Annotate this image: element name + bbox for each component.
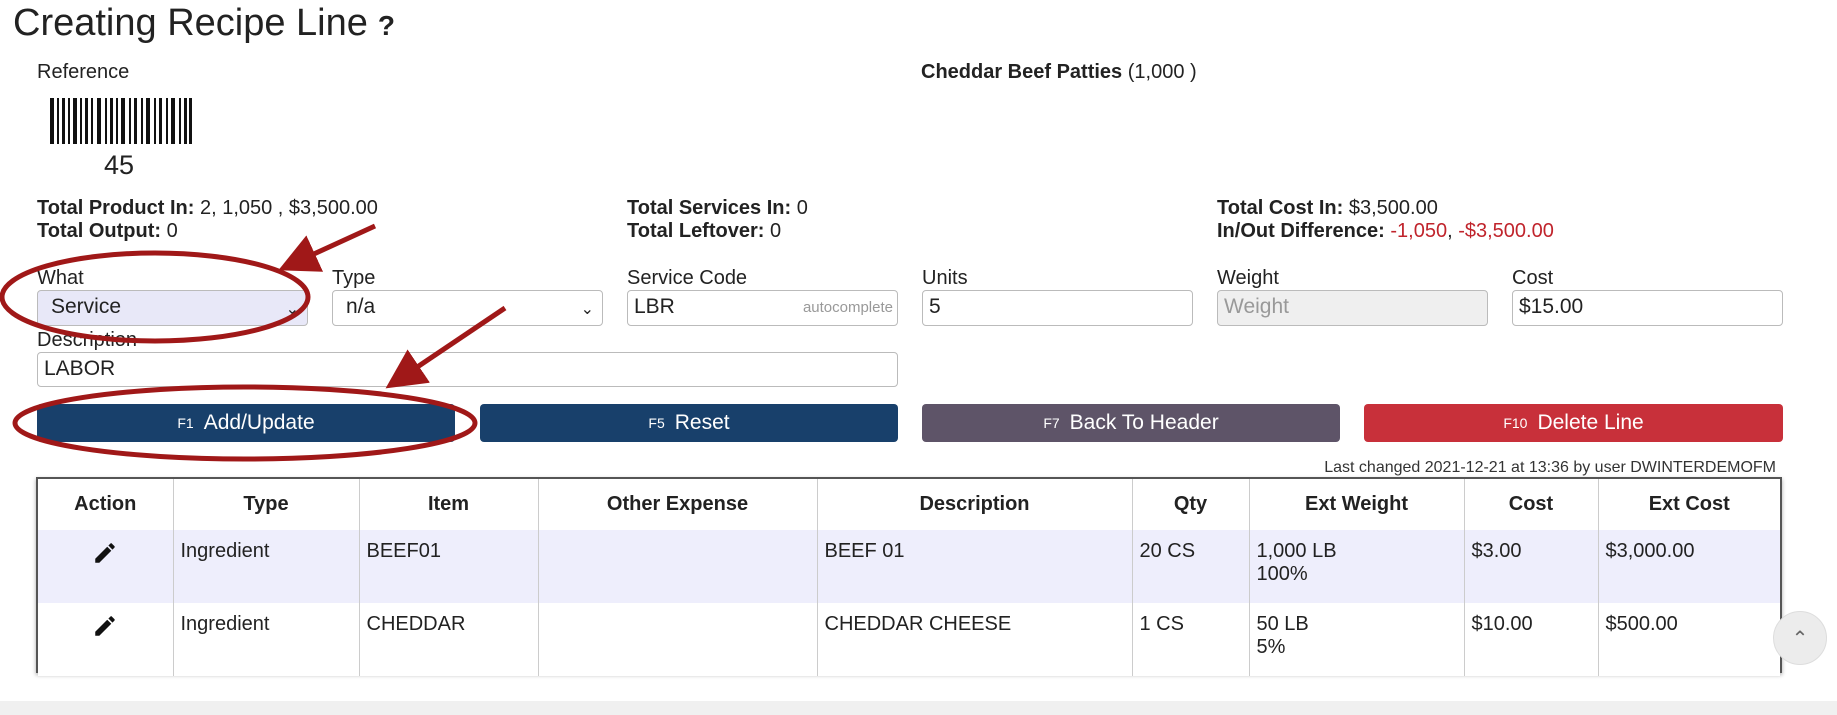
what-label: What [37,267,84,289]
back-to-header-button[interactable] [922,404,1340,442]
type-select[interactable] [332,290,603,326]
annotation-arrow-what [292,226,375,264]
weight-input[interactable] [1217,290,1488,326]
total-product-in-value: 2, 1,050 , $3,500.00 [194,197,378,219]
service-code-value: LBR [634,295,675,318]
ext-weight-value: 1,000 LB [1256,540,1337,562]
add-update-hotkey: F1 [177,415,194,431]
in-out-difference-cost: -$3,500.00 [1458,220,1554,242]
type-label: Type [332,267,376,289]
ext-weight-cell [1249,603,1464,676]
total-output-value: 0 [161,220,178,242]
help-icon[interactable]: ? [377,10,395,41]
description-cell: BEEF 01 [817,530,1132,603]
scroll-to-top-button[interactable] [1773,611,1827,665]
column-header-other-expense[interactable]: Other Expense [538,479,817,530]
type-cell: Ingredient [173,603,359,676]
delete-line-hotkey: F10 [1503,415,1528,431]
what-select-value: Service [51,295,122,318]
what-select[interactable] [37,290,308,326]
total-cost-in [1217,197,1438,220]
table-header-row [38,479,1780,530]
description-value: LABOR [44,357,116,380]
product-name: Cheddar Beef Patties [921,61,1123,83]
description-cell: CHEDDAR CHEESE [817,603,1132,676]
total-services-in-value: 0 [791,197,808,219]
ext-weight-percent: 5% [1256,636,1286,658]
edit-pencil-icon[interactable] [92,613,118,639]
total-product-in [37,197,378,220]
edit-pencil-icon[interactable] [92,540,118,566]
item-cell: BEEF01 [359,530,538,603]
item-cell: CHEDDAR [359,603,538,676]
ext-cost-cell: $500.00 [1598,603,1780,676]
table-row [38,603,1780,676]
column-header-ext-weight[interactable]: Ext Weight [1249,479,1464,530]
in-out-difference-sep: , [1447,220,1459,242]
table-row [38,530,1780,603]
chevron-up-icon: ⌃ [1791,627,1809,650]
cost-value: $15.00 [1519,295,1584,318]
chevron-down-icon: ⌄ [580,301,594,318]
column-header-qty[interactable]: Qty [1132,479,1249,530]
service-code-label: Service Code [627,267,748,289]
column-header-item[interactable]: Item [359,479,538,530]
column-header-cost[interactable]: Cost [1464,479,1598,530]
barcode-image [50,98,192,144]
ext-cost-cell: $3,000.00 [1598,530,1780,603]
cost-cell: $10.00 [1464,603,1598,676]
delete-line-label: Delete Line [1537,411,1644,434]
total-cost-in-value: $3,500.00 [1343,197,1438,219]
total-leftover-value: 0 [764,220,782,242]
page-title-text: Creating Recipe Line [13,2,368,44]
total-product-in-label: Total Product In: [37,197,195,219]
total-services-in-label: Total Services In: [627,197,792,219]
reference-label: Reference [37,61,130,83]
units-value: 5 [929,295,941,318]
in-out-difference-qty: -1,050 [1384,220,1448,242]
last-changed-text: Last changed 2021-12-21 at 13:36 by user DWINTERDEMOFM [1324,459,1776,476]
qty-cell: 20 CS [1132,530,1249,603]
cost-label: Cost [1512,267,1554,289]
reset-label: Reset [674,411,730,434]
ext-weight-cell [1249,530,1464,603]
in-out-difference [1217,220,1554,243]
weight-placeholder: Weight [1224,295,1289,318]
other-expense-cell [538,603,817,676]
units-input[interactable] [922,290,1193,326]
action-cell [38,530,173,603]
qty-cell: 1 CS [1132,603,1249,676]
product-qty: (1,000 ) [1127,61,1197,83]
units-label: Units [922,267,968,289]
service-code-input[interactable] [627,290,898,326]
recipe-lines-table [36,477,1782,673]
reset-hotkey: F5 [648,415,665,431]
description-input[interactable] [37,352,898,387]
product-heading [921,61,1197,84]
total-services-in [627,197,808,220]
chevron-down-icon: ⌄ [285,301,299,318]
total-cost-in-label: Total Cost In: [1217,197,1344,219]
type-cell: Ingredient [173,530,359,603]
type-select-value: n/a [346,295,376,318]
add-update-label: Add/Update [203,411,315,434]
total-output [37,220,178,243]
ext-weight-percent: 100% [1256,563,1308,585]
back-to-header-label: Back To Header [1069,411,1219,434]
column-header-action[interactable]: Action [38,479,173,530]
add-update-button[interactable] [37,404,455,442]
column-header-type[interactable]: Type [173,479,359,530]
in-out-difference-label: In/Out Difference: [1217,220,1385,242]
total-leftover [627,220,781,243]
page-bottom-bar [0,701,1837,715]
autocomplete-hint: autocomplete [802,299,893,316]
back-to-header-hotkey: F7 [1043,415,1060,431]
page-title [13,2,395,45]
other-expense-cell [538,530,817,603]
total-output-label: Total Output: [37,220,162,242]
total-leftover-label: Total Leftover: [627,220,765,242]
column-header-description[interactable]: Description [817,479,1132,530]
barcode-number: 45 [104,150,135,180]
delete-line-button[interactable] [1364,404,1783,442]
reset-button[interactable] [480,404,898,442]
cost-input[interactable] [1512,290,1783,326]
action-cell [38,603,173,676]
cost-cell: $3.00 [1464,530,1598,603]
column-header-ext-cost[interactable]: Ext Cost [1648,493,1730,515]
weight-label: Weight [1217,267,1279,289]
description-label: Description [37,329,138,351]
ext-weight-value: 50 LB [1256,613,1309,635]
